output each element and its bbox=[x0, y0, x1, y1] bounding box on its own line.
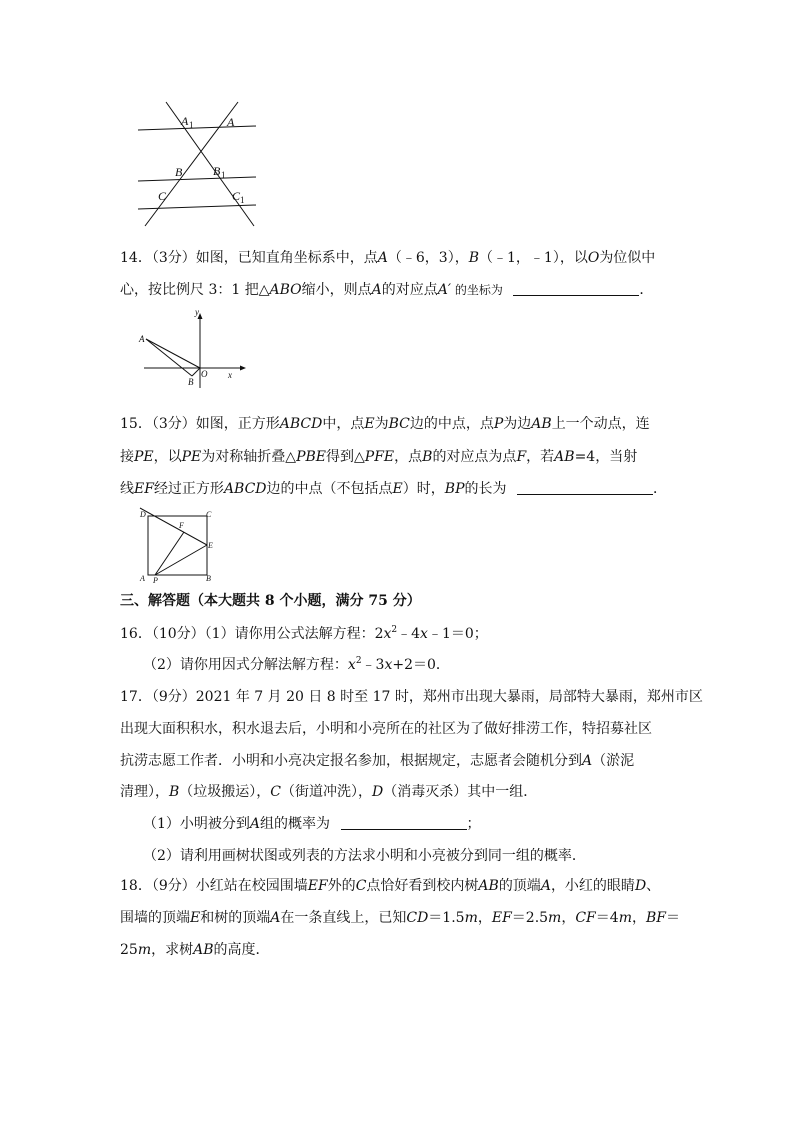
q17-part-1: （1）小明被分到A组的概率为 ； bbox=[143, 816, 481, 832]
q15-line-2: 接PE，以PE为对称轴折叠△PBE得到△PFE，点B的对应点为点F，若AB=4，当射 bbox=[120, 449, 638, 465]
ray-ef bbox=[140, 508, 207, 545]
square-abcd bbox=[148, 516, 207, 575]
figure-q14 bbox=[136, 306, 251, 390]
label-c1: C bbox=[232, 189, 241, 203]
section-3-title: 三、解答题（本大题共 8 个小题，满分 75 分） bbox=[120, 593, 421, 609]
segment-pe bbox=[155, 545, 207, 575]
parallel-line-1 bbox=[138, 126, 256, 130]
segment-ao bbox=[146, 339, 200, 368]
q17-line-3: 抗涝志愿工作者．小明和小亮决定报名参加，根据规定，志愿者会随机分到A（淤泥 bbox=[120, 753, 635, 769]
q14-line-1: 14．（3分）如图，已知直角坐标系中，点A（﹣6，3），B（﹣1，﹣1），以O为位似中 bbox=[120, 250, 656, 266]
q17-part-2: （2）请利用画树状图或列表的方法求小明和小亮被分到同一组的概率． bbox=[143, 848, 586, 864]
label-f: F bbox=[179, 521, 184, 530]
label-a: A bbox=[140, 574, 145, 583]
label-c1-sub: 1 bbox=[240, 195, 245, 205]
q17-line-1: 17．（9分）2021 年 7 月 20 日 8 时至 17 时，郑州市出现大暴雨，局部特大暴雨，郑州市区 bbox=[120, 689, 703, 705]
label-b: B bbox=[188, 377, 194, 387]
q15-line-3: 线EF经过正方形ABCD边的中点（不包括点E）时，BP的长为 ． bbox=[120, 481, 667, 497]
x-axis-arrow bbox=[240, 366, 246, 371]
q15-line-1: 15．（3分）如图，正方形ABCD中，点E为BC边的中点，点P为边AB上一个动点，连 bbox=[120, 416, 650, 432]
q16-line-1: 16．（10分）（1）请你用公式法解方程：$2x^2﹣4x﹣1=0$； bbox=[120, 625, 488, 642]
label-y: y bbox=[195, 307, 199, 317]
label-b: B bbox=[175, 165, 183, 179]
q14-answer-blank[interactable] bbox=[513, 281, 639, 296]
q15-answer-blank[interactable] bbox=[517, 480, 653, 495]
parallel-line-2 bbox=[138, 177, 256, 181]
parallel-line-3 bbox=[138, 205, 256, 209]
label-c: C bbox=[158, 189, 167, 203]
q14-line-2: 心，按比例尺 3：1 把△ABO缩小，则点A的对应点A′ 的坐标为 ． bbox=[120, 282, 654, 298]
figure-q15 bbox=[136, 505, 218, 585]
label-d: D bbox=[140, 510, 146, 519]
q17-line-4: 清理），B（垃圾搬运），C（街道冲洗），D（消毒灭杀）其中一组． bbox=[120, 784, 538, 800]
q18-line-1: 18．（9分）小红站在校园围墙EF外的C点恰好看到校内树AB的顶端A，小红的眼睛D、 bbox=[120, 878, 661, 894]
q17-line-2: 出现大面积积水，积水退去后，小明和小亮所在的社区为了做好排涝工作，特招募社区 bbox=[120, 721, 652, 737]
segment-ab bbox=[146, 339, 192, 376]
label-c: C bbox=[206, 510, 212, 519]
figure-q13 bbox=[130, 98, 270, 238]
q18-line-3: 25m，求树AB的高度． bbox=[120, 942, 270, 958]
q18-line-2: 围墙的顶端E和树的顶端A在一条直线上，已知CD＝1.5m，EF＝2.5m，CF＝4m，BF＝ bbox=[120, 910, 680, 926]
label-p: P bbox=[153, 576, 158, 585]
label-e: E bbox=[208, 541, 213, 550]
segment-bo bbox=[192, 368, 200, 376]
q16-line-2: （2）请你用因式分解法解方程：$x^2﹣3x+2=0$． bbox=[143, 656, 450, 673]
label-b1: B bbox=[213, 164, 221, 178]
q17-answer-blank[interactable] bbox=[341, 815, 467, 830]
label-b: B bbox=[206, 574, 211, 583]
label-o: O bbox=[201, 369, 208, 379]
label-a1: A bbox=[181, 114, 189, 128]
label-a: A bbox=[139, 334, 145, 344]
label-a1-sub: 1 bbox=[189, 120, 194, 130]
segment-pf bbox=[155, 532, 184, 575]
label-b1-sub: 1 bbox=[221, 170, 226, 180]
label-a: A bbox=[227, 115, 235, 129]
label-x: x bbox=[228, 370, 232, 380]
